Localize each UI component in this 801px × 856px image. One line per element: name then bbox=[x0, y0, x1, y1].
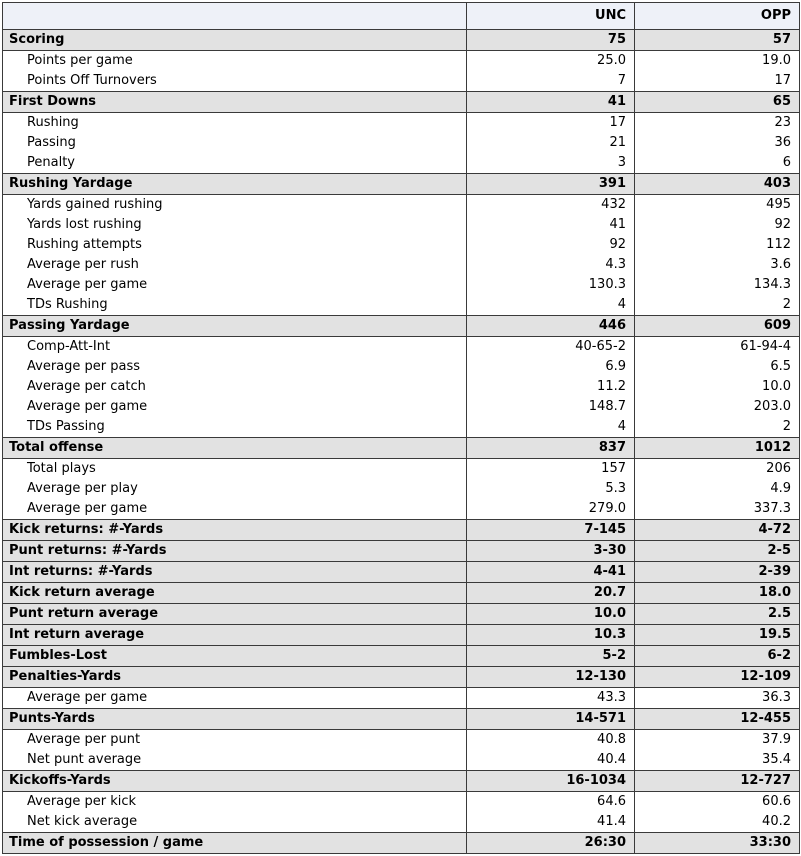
header-row bbox=[3, 3, 800, 30]
stat-label: Average per catch bbox=[27, 379, 146, 394]
unc-value: 130.3 bbox=[467, 275, 635, 295]
category-row bbox=[3, 833, 800, 854]
stat-label: Kick returns: #-Yards bbox=[3, 520, 467, 541]
opp-value: 17 bbox=[635, 71, 800, 92]
opp-value: 337.3 bbox=[635, 499, 800, 520]
opp-value: 2 bbox=[635, 295, 800, 316]
stat-row bbox=[3, 792, 800, 813]
category-row bbox=[3, 316, 800, 337]
stat-row bbox=[3, 688, 800, 709]
unc-value: 64.6 bbox=[467, 792, 635, 813]
stat-label: Net kick average bbox=[27, 814, 138, 829]
stat-label: Punt returns: #-Yards bbox=[3, 541, 467, 562]
stat-label: Punt return average bbox=[3, 604, 467, 625]
unc-value: 6.9 bbox=[467, 357, 635, 377]
stat-row bbox=[3, 235, 800, 255]
unc-value: 5-2 bbox=[467, 646, 635, 667]
opp-value: 4.9 bbox=[635, 479, 800, 499]
unc-value: 148.7 bbox=[467, 397, 635, 417]
stat-row bbox=[3, 417, 800, 438]
stat-row bbox=[3, 215, 800, 235]
stat-label: Rushing attempts bbox=[27, 237, 142, 252]
opp-value: 112 bbox=[635, 235, 800, 255]
stat-label: TDs Rushing bbox=[27, 297, 108, 312]
opp-value: 36.3 bbox=[635, 688, 800, 709]
unc-value: 3 bbox=[467, 153, 635, 174]
stat-label: TDs Passing bbox=[27, 419, 105, 434]
stat-label: Average per game bbox=[27, 501, 148, 516]
category-row bbox=[3, 709, 800, 730]
stat-row bbox=[3, 377, 800, 397]
category-row bbox=[3, 562, 800, 583]
stat-label: Int return average bbox=[3, 625, 467, 646]
stat-label: Passing bbox=[27, 135, 76, 150]
unc-value: 17 bbox=[467, 113, 635, 134]
category-row bbox=[3, 541, 800, 562]
unc-column-header: UNC bbox=[467, 3, 635, 30]
category-row bbox=[3, 583, 800, 604]
unc-value: 11.2 bbox=[467, 377, 635, 397]
stat-label: Yards lost rushing bbox=[27, 217, 142, 232]
unc-value: 7-145 bbox=[467, 520, 635, 541]
stat-label: Kick return average bbox=[3, 583, 467, 604]
category-row bbox=[3, 30, 800, 51]
stat-row bbox=[3, 275, 800, 295]
stat-label: Average per kick bbox=[27, 794, 137, 809]
stat-label: Average per game bbox=[27, 277, 148, 292]
opp-value: 12-455 bbox=[635, 709, 800, 730]
opp-value: 12-727 bbox=[635, 771, 800, 792]
stat-label: Average per pass bbox=[27, 359, 141, 374]
stat-label: Average per game bbox=[27, 690, 148, 705]
opp-value: 206 bbox=[635, 459, 800, 480]
stat-row bbox=[3, 71, 800, 92]
unc-value: 446 bbox=[467, 316, 635, 337]
category-row bbox=[3, 646, 800, 667]
stat-label: Average per punt bbox=[27, 732, 141, 747]
stat-label: First Downs bbox=[3, 92, 467, 113]
opp-value: 40.2 bbox=[635, 812, 800, 833]
opp-value: 60.6 bbox=[635, 792, 800, 813]
unc-value: 4 bbox=[467, 417, 635, 438]
stat-label: Fumbles-Lost bbox=[3, 646, 467, 667]
unc-value: 837 bbox=[467, 438, 635, 459]
opp-value: 37.9 bbox=[635, 730, 800, 751]
stat-row bbox=[3, 812, 800, 833]
stat-row bbox=[3, 133, 800, 153]
stat-row bbox=[3, 397, 800, 417]
stat-label: Passing Yardage bbox=[3, 316, 467, 337]
opp-column-header: OPP bbox=[635, 3, 800, 30]
opp-value: 19.5 bbox=[635, 625, 800, 646]
unc-value: 10.0 bbox=[467, 604, 635, 625]
opp-value: 2-5 bbox=[635, 541, 800, 562]
opp-value: 1012 bbox=[635, 438, 800, 459]
category-row bbox=[3, 604, 800, 625]
unc-value: 26:30 bbox=[467, 833, 635, 854]
stat-label: Comp-Att-Int bbox=[27, 339, 111, 354]
opp-value: 35.4 bbox=[635, 750, 800, 771]
opp-value: 65 bbox=[635, 92, 800, 113]
unc-value: 41.4 bbox=[467, 812, 635, 833]
unc-value: 279.0 bbox=[467, 499, 635, 520]
unc-value: 7 bbox=[467, 71, 635, 92]
stat-label: Kickoffs-Yards bbox=[3, 771, 467, 792]
stat-label: Average per game bbox=[27, 399, 148, 414]
unc-value: 4-41 bbox=[467, 562, 635, 583]
stat-label: Points per game bbox=[27, 53, 133, 68]
stat-row bbox=[3, 479, 800, 499]
opp-value: 61-94-4 bbox=[635, 337, 800, 358]
opp-value: 2-39 bbox=[635, 562, 800, 583]
stat-row bbox=[3, 750, 800, 771]
unc-value: 3-30 bbox=[467, 541, 635, 562]
opp-value: 10.0 bbox=[635, 377, 800, 397]
category-row bbox=[3, 174, 800, 195]
unc-value: 4.3 bbox=[467, 255, 635, 275]
stat-label: Average per rush bbox=[27, 257, 139, 272]
unc-value: 41 bbox=[467, 92, 635, 113]
stat-row bbox=[3, 295, 800, 316]
stat-label: Total offense bbox=[3, 438, 467, 459]
unc-value: 10.3 bbox=[467, 625, 635, 646]
opp-value: 19.0 bbox=[635, 51, 800, 72]
stat-label: Total plays bbox=[27, 461, 96, 476]
opp-value: 92 bbox=[635, 215, 800, 235]
unc-value: 40-65-2 bbox=[467, 337, 635, 358]
opp-value: 203.0 bbox=[635, 397, 800, 417]
opp-value: 2.5 bbox=[635, 604, 800, 625]
opp-value: 6-2 bbox=[635, 646, 800, 667]
stat-label: Punts-Yards bbox=[3, 709, 467, 730]
unc-value: 5.3 bbox=[467, 479, 635, 499]
stat-label: Rushing bbox=[27, 115, 79, 130]
unc-value: 92 bbox=[467, 235, 635, 255]
stat-row bbox=[3, 255, 800, 275]
stat-row bbox=[3, 357, 800, 377]
unc-value: 40.8 bbox=[467, 730, 635, 751]
stat-label: Time of possession / game bbox=[3, 833, 467, 854]
stat-name-column-header bbox=[3, 3, 467, 30]
stat-label: Yards gained rushing bbox=[27, 197, 163, 212]
stat-label: Penalties-Yards bbox=[3, 667, 467, 688]
stat-label: Points Off Turnovers bbox=[27, 73, 157, 88]
stat-row bbox=[3, 113, 800, 134]
category-row bbox=[3, 667, 800, 688]
stat-row bbox=[3, 499, 800, 520]
category-row bbox=[3, 771, 800, 792]
unc-value: 391 bbox=[467, 174, 635, 195]
unc-value: 20.7 bbox=[467, 583, 635, 604]
stat-row bbox=[3, 730, 800, 751]
stat-row bbox=[3, 153, 800, 174]
category-row bbox=[3, 520, 800, 541]
opp-value: 4-72 bbox=[635, 520, 800, 541]
unc-value: 16-1034 bbox=[467, 771, 635, 792]
opp-value: 36 bbox=[635, 133, 800, 153]
unc-value: 40.4 bbox=[467, 750, 635, 771]
stat-label: Scoring bbox=[3, 30, 467, 51]
unc-value: 75 bbox=[467, 30, 635, 51]
stat-row bbox=[3, 459, 800, 480]
unc-value: 43.3 bbox=[467, 688, 635, 709]
stat-row bbox=[3, 195, 800, 216]
opp-value: 403 bbox=[635, 174, 800, 195]
unc-value: 21 bbox=[467, 133, 635, 153]
unc-value: 25.0 bbox=[467, 51, 635, 72]
opp-value: 3.6 bbox=[635, 255, 800, 275]
opp-value: 495 bbox=[635, 195, 800, 216]
stats-table-body bbox=[3, 30, 800, 854]
opp-value: 12-109 bbox=[635, 667, 800, 688]
unc-value: 14-571 bbox=[467, 709, 635, 730]
team-stats-table bbox=[2, 2, 800, 854]
opp-value: 2 bbox=[635, 417, 800, 438]
opp-value: 6.5 bbox=[635, 357, 800, 377]
opp-value: 609 bbox=[635, 316, 800, 337]
opp-value: 57 bbox=[635, 30, 800, 51]
stat-label: Net punt average bbox=[27, 752, 142, 767]
unc-value: 4 bbox=[467, 295, 635, 316]
stat-row bbox=[3, 337, 800, 358]
unc-value: 432 bbox=[467, 195, 635, 216]
stat-label: Penalty bbox=[27, 155, 75, 170]
stat-label: Int returns: #-Yards bbox=[3, 562, 467, 583]
opp-value: 6 bbox=[635, 153, 800, 174]
unc-value: 157 bbox=[467, 459, 635, 480]
stat-label: Rushing Yardage bbox=[3, 174, 467, 195]
category-row bbox=[3, 438, 800, 459]
stat-row bbox=[3, 51, 800, 72]
opp-value: 134.3 bbox=[635, 275, 800, 295]
opp-value: 33:30 bbox=[635, 833, 800, 854]
unc-value: 41 bbox=[467, 215, 635, 235]
opp-value: 18.0 bbox=[635, 583, 800, 604]
category-row bbox=[3, 92, 800, 113]
stat-label: Average per play bbox=[27, 481, 138, 496]
category-row bbox=[3, 625, 800, 646]
opp-value: 23 bbox=[635, 113, 800, 134]
unc-value: 12-130 bbox=[467, 667, 635, 688]
